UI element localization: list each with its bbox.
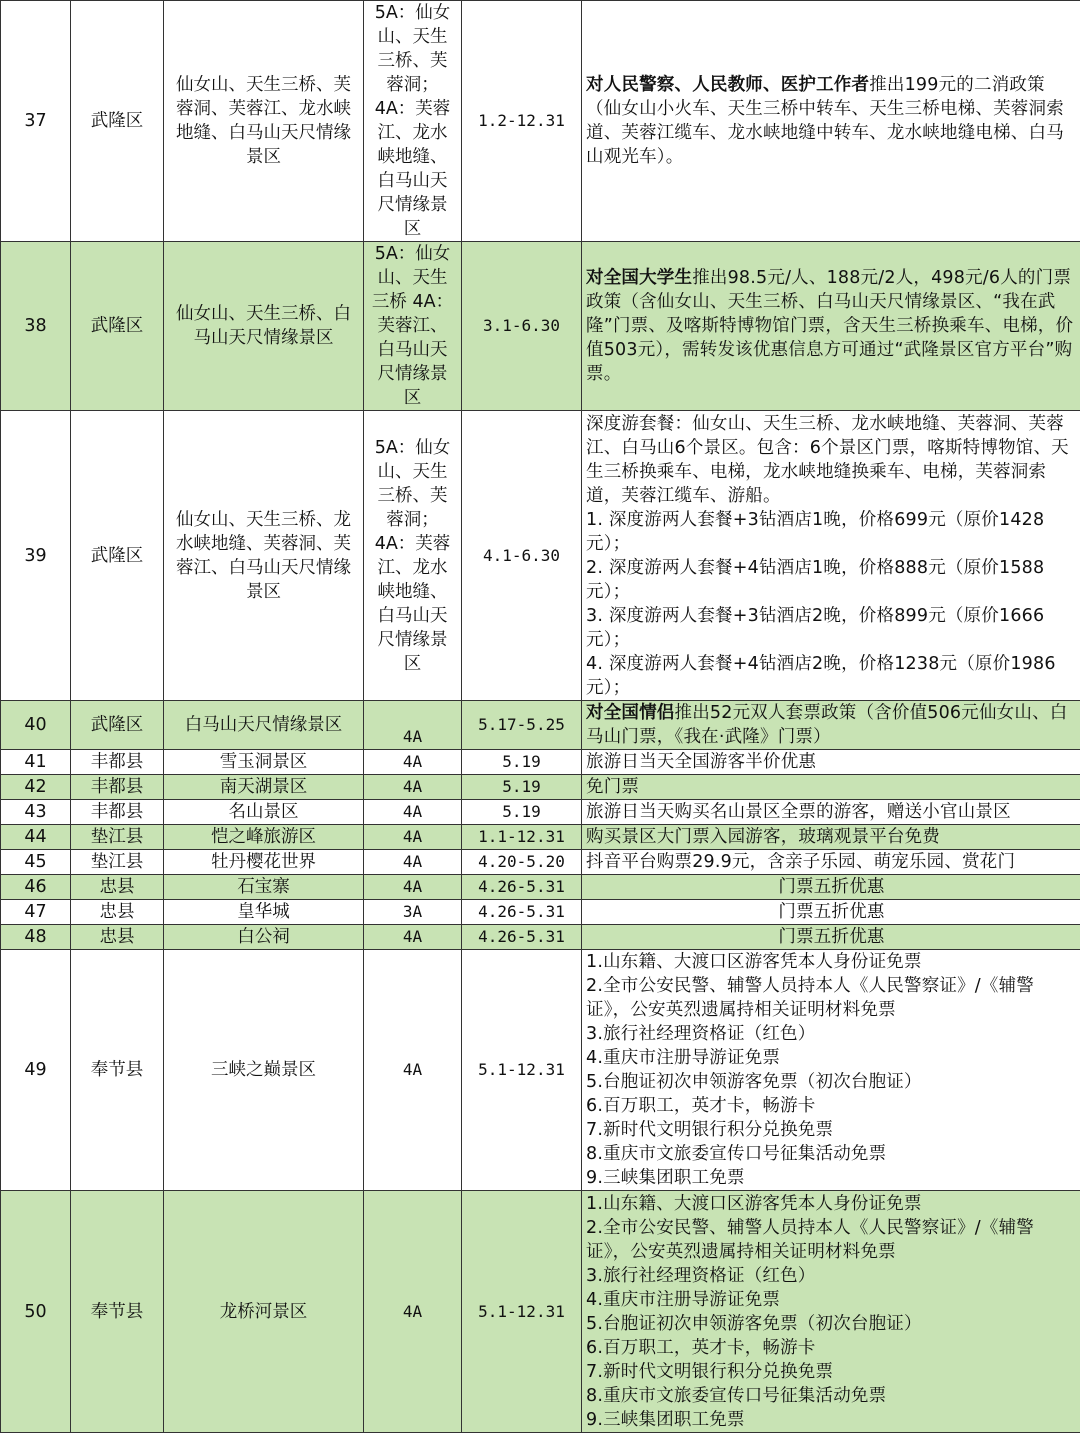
policy-item: 9.三峡集团职工免票 xyxy=(586,1409,745,1430)
row-number: 46 xyxy=(1,875,71,900)
row-number: 42 xyxy=(1,775,71,800)
scenic-spot: 雪玉洞景区 xyxy=(164,750,364,775)
row-number: 48 xyxy=(1,925,71,950)
district: 丰都县 xyxy=(71,800,164,825)
row-number: 38 xyxy=(1,242,71,411)
table-row xyxy=(1,800,1080,825)
scenic-spot: 三峡之巅景区 xyxy=(164,950,364,1191)
package-item: 1. 深度游两人套餐+3钻酒店1晚，价格699元（原价1428元）； xyxy=(586,509,1045,554)
policy-item: 4.重庆市注册导游证免票 xyxy=(586,1289,781,1310)
policy-item: 4.重庆市注册导游证免票 xyxy=(586,1048,781,1068)
district: 奉节县 xyxy=(71,1191,164,1433)
policy-item: 7.新时代文明银行积分兑换免票 xyxy=(586,1361,834,1382)
level: 5A：仙女山、天生三桥 4A：芙蓉江、白马山天尺情缘景区 xyxy=(364,242,462,411)
level: 4A xyxy=(364,1191,462,1433)
row-number: 40 xyxy=(1,701,71,750)
policy-description: 抖音平台购票29.9元，含亲子乐园、萌宠乐园、赏花门 xyxy=(582,850,1080,875)
policy-item: 2.全市公安民警、辅警人员持本人《人民警察证》/《辅警证》，公安英烈遗属持相关证明材料免票 xyxy=(586,976,1034,1020)
policy-description: 对全国情侣推出52元双人套票政策（含价值506元仙女山、白马山门票，《我在·武隆》门票） xyxy=(582,701,1080,750)
table-row xyxy=(1,701,1080,750)
policy-item: 2.全市公安民警、辅警人员持本人《人民警察证》/《辅警证》，公安英烈遗属持相关证明材料免票 xyxy=(586,1217,1034,1262)
table-row xyxy=(1,825,1080,850)
scenic-spot: 白公祠 xyxy=(164,925,364,950)
table-row xyxy=(1,950,1080,1191)
policy-description: 门票五折优惠 xyxy=(582,900,1080,925)
row-number: 49 xyxy=(1,950,71,1191)
date-range: 5.19 xyxy=(462,750,582,775)
district: 丰都县 xyxy=(71,775,164,800)
district: 垫江县 xyxy=(71,825,164,850)
district: 忠县 xyxy=(71,925,164,950)
package-item: 4. 深度游两人套餐+4钻酒店2晚，价格1238元（原价1986元）； xyxy=(586,653,1056,698)
scenic-spot: 仙女山、天生三桥、白马山天尺情缘景区 xyxy=(164,242,364,411)
district: 武隆区 xyxy=(71,242,164,411)
level: 4A xyxy=(364,750,462,775)
district: 忠县 xyxy=(71,900,164,925)
policy-item: 5.台胞证初次申领游客免票（初次台胞证） xyxy=(586,1313,922,1334)
table-row xyxy=(1,1191,1080,1433)
scenic-spot: 龙桥河景区 xyxy=(164,1191,364,1433)
row-number: 50 xyxy=(1,1191,71,1433)
table-row xyxy=(1,925,1080,950)
row-number: 37 xyxy=(1,1,71,242)
scenic-spot: 牡丹樱花世界 xyxy=(164,850,364,875)
table-row xyxy=(1,875,1080,900)
date-range: 4.1-6.30 xyxy=(462,411,582,701)
policy-description: 购买景区大门票入园游客，玻璃观景平台免费 xyxy=(582,825,1080,850)
policy-description xyxy=(582,1191,1080,1433)
scenic-spot: 恺之峰旅游区 xyxy=(164,825,364,850)
level: 4A xyxy=(364,875,462,900)
date-range: 5.19 xyxy=(462,800,582,825)
date-range: 5.1-12.31 xyxy=(462,1191,582,1433)
policy-item: 6.百万职工，英才卡，畅游卡 xyxy=(586,1096,816,1116)
level: 4A xyxy=(364,701,462,750)
policy-description: 门票五折优惠 xyxy=(582,925,1080,950)
policy-item: 3.旅行社经理资格证（红色） xyxy=(586,1024,816,1044)
level: 4A xyxy=(364,825,462,850)
district: 丰都县 xyxy=(71,750,164,775)
scenic-spot: 仙女山、天生三桥、龙水峡地缝、芙蓉洞、芙蓉江、白马山天尺情缘景区 xyxy=(164,411,364,701)
row-number: 44 xyxy=(1,825,71,850)
date-range: 4.26-5.31 xyxy=(462,875,582,900)
row-number: 45 xyxy=(1,850,71,875)
table-row xyxy=(1,242,1080,411)
scenic-spot: 南天湖景区 xyxy=(164,775,364,800)
package-intro: 深度游套餐：仙女山、天生三桥、龙水峡地缝、芙蓉洞、芙蓉江、白马山6个景区。包含：6个景区门票，喀斯特博物馆、天生三桥换乘车、电梯，龙水峡地缝换乘车、电梯，芙蓉洞索道，芙蓉江缆车、游船。 xyxy=(586,413,1069,506)
level: 4A xyxy=(364,850,462,875)
policy-item: 8.重庆市文旅委宣传口号征集活动免票 xyxy=(586,1144,887,1164)
district: 忠县 xyxy=(71,875,164,900)
policy-description xyxy=(582,950,1080,1191)
date-range: 3.1-6.30 xyxy=(462,242,582,411)
table-row xyxy=(1,411,1080,701)
policy-item: 7.新时代文明银行积分兑换免票 xyxy=(586,1120,834,1140)
policy-item: 3.旅行社经理资格证（红色） xyxy=(586,1265,816,1286)
policy-item: 9.三峡集团职工免票 xyxy=(586,1168,745,1188)
policy-item: 5.台胞证初次申领游客免票（初次台胞证） xyxy=(586,1072,922,1092)
date-range: 1.2-12.31 xyxy=(462,1,582,242)
policy-description xyxy=(582,411,1080,701)
target-group: 对全国大学生 xyxy=(586,268,693,288)
district: 垫江县 xyxy=(71,850,164,875)
policy-item: 1.山东籍、大渡口区游客凭本人身份证免票 xyxy=(586,952,922,972)
policy-item: 6.百万职工，英才卡，畅游卡 xyxy=(586,1337,816,1358)
table-row xyxy=(1,775,1080,800)
package-item: 2. 深度游两人套餐+4钻酒店1晚，价格888元（原价1588元）； xyxy=(586,557,1045,602)
row-number: 39 xyxy=(1,411,71,701)
package-item: 3. 深度游两人套餐+3钻酒店2晚，价格899元（原价1666元）； xyxy=(586,605,1045,650)
district: 武隆区 xyxy=(71,1,164,242)
district: 奉节县 xyxy=(71,950,164,1191)
level: 5A：仙女山、天生三桥、芙蓉洞；4A：芙蓉江、龙水峡地缝、白马山天尺情缘景区 xyxy=(364,411,462,701)
date-range: 5.17-5.25 xyxy=(462,701,582,750)
policy-description: 对人民警察、人民教师、医护工作者推出199元的二消政策（仙女山小火车、天生三桥中转车、天生三桥电梯、芙蓉洞索道、芙蓉江缆车、龙水峡地缝中转车、龙水峡地缝电梯、白马山观光车）。 xyxy=(582,1,1080,242)
district: 武隆区 xyxy=(71,411,164,701)
date-range: 1.1-12.31 xyxy=(462,825,582,850)
policy-description: 旅游日当天全国游客半价优惠 xyxy=(582,750,1080,775)
scenic-spot: 名山景区 xyxy=(164,800,364,825)
policy-item: 8.重庆市文旅委宣传口号征集活动免票 xyxy=(586,1385,887,1406)
table-row xyxy=(1,900,1080,925)
row-number: 47 xyxy=(1,900,71,925)
row-number: 41 xyxy=(1,750,71,775)
level: 5A：仙女山、天生三桥、芙蓉洞；4A：芙蓉江、龙水峡地缝、白马山天尺情缘景区 xyxy=(364,1,462,242)
scenic-spot: 石宝寨 xyxy=(164,875,364,900)
policy-description: 旅游日当天购买名山景区全票的游客，赠送小官山景区 xyxy=(582,800,1080,825)
date-range: 5.1-12.31 xyxy=(462,950,582,1191)
date-range: 4.26-5.31 xyxy=(462,900,582,925)
table-row xyxy=(1,750,1080,775)
date-range: 4.20-5.20 xyxy=(462,850,582,875)
target-group: 对全国情侣 xyxy=(586,703,675,723)
table-row xyxy=(1,850,1080,875)
policy-description: 免门票 xyxy=(582,775,1080,800)
district: 武隆区 xyxy=(71,701,164,750)
policy-item: 1.山东籍、大渡口区游客凭本人身份证免票 xyxy=(586,1193,922,1214)
level: 4A xyxy=(364,800,462,825)
level: 4A xyxy=(364,925,462,950)
level: 4A xyxy=(364,775,462,800)
table-row xyxy=(1,1,1080,242)
level: 4A xyxy=(364,950,462,1191)
scenic-spot: 白马山天尺情缘景区 xyxy=(164,701,364,750)
scenic-spot: 皇华城 xyxy=(164,900,364,925)
date-range: 4.26-5.31 xyxy=(462,925,582,950)
date-range: 5.19 xyxy=(462,775,582,800)
target-group: 对人民警察、人民教师、医护工作者 xyxy=(586,75,870,95)
level: 3A xyxy=(364,900,462,925)
policy-description: 对全国大学生推出98.5元/人、188元/2人，498元/6人的门票政策（含仙女山、天生三桥、白马山天尺情缘景区、“我在武隆”门票、及喀斯特博物馆门票，含天生三桥换乘车、电梯，价值503元），需转发该优惠信息方可通过“武隆景区官方平台”购票。 xyxy=(582,242,1080,411)
row-number: 43 xyxy=(1,800,71,825)
policy-description: 门票五折优惠 xyxy=(582,875,1080,900)
scenic-spot: 仙女山、天生三桥、芙蓉洞、芙蓉江、龙水峡地缝、白马山天尺情缘景区 xyxy=(164,1,364,242)
